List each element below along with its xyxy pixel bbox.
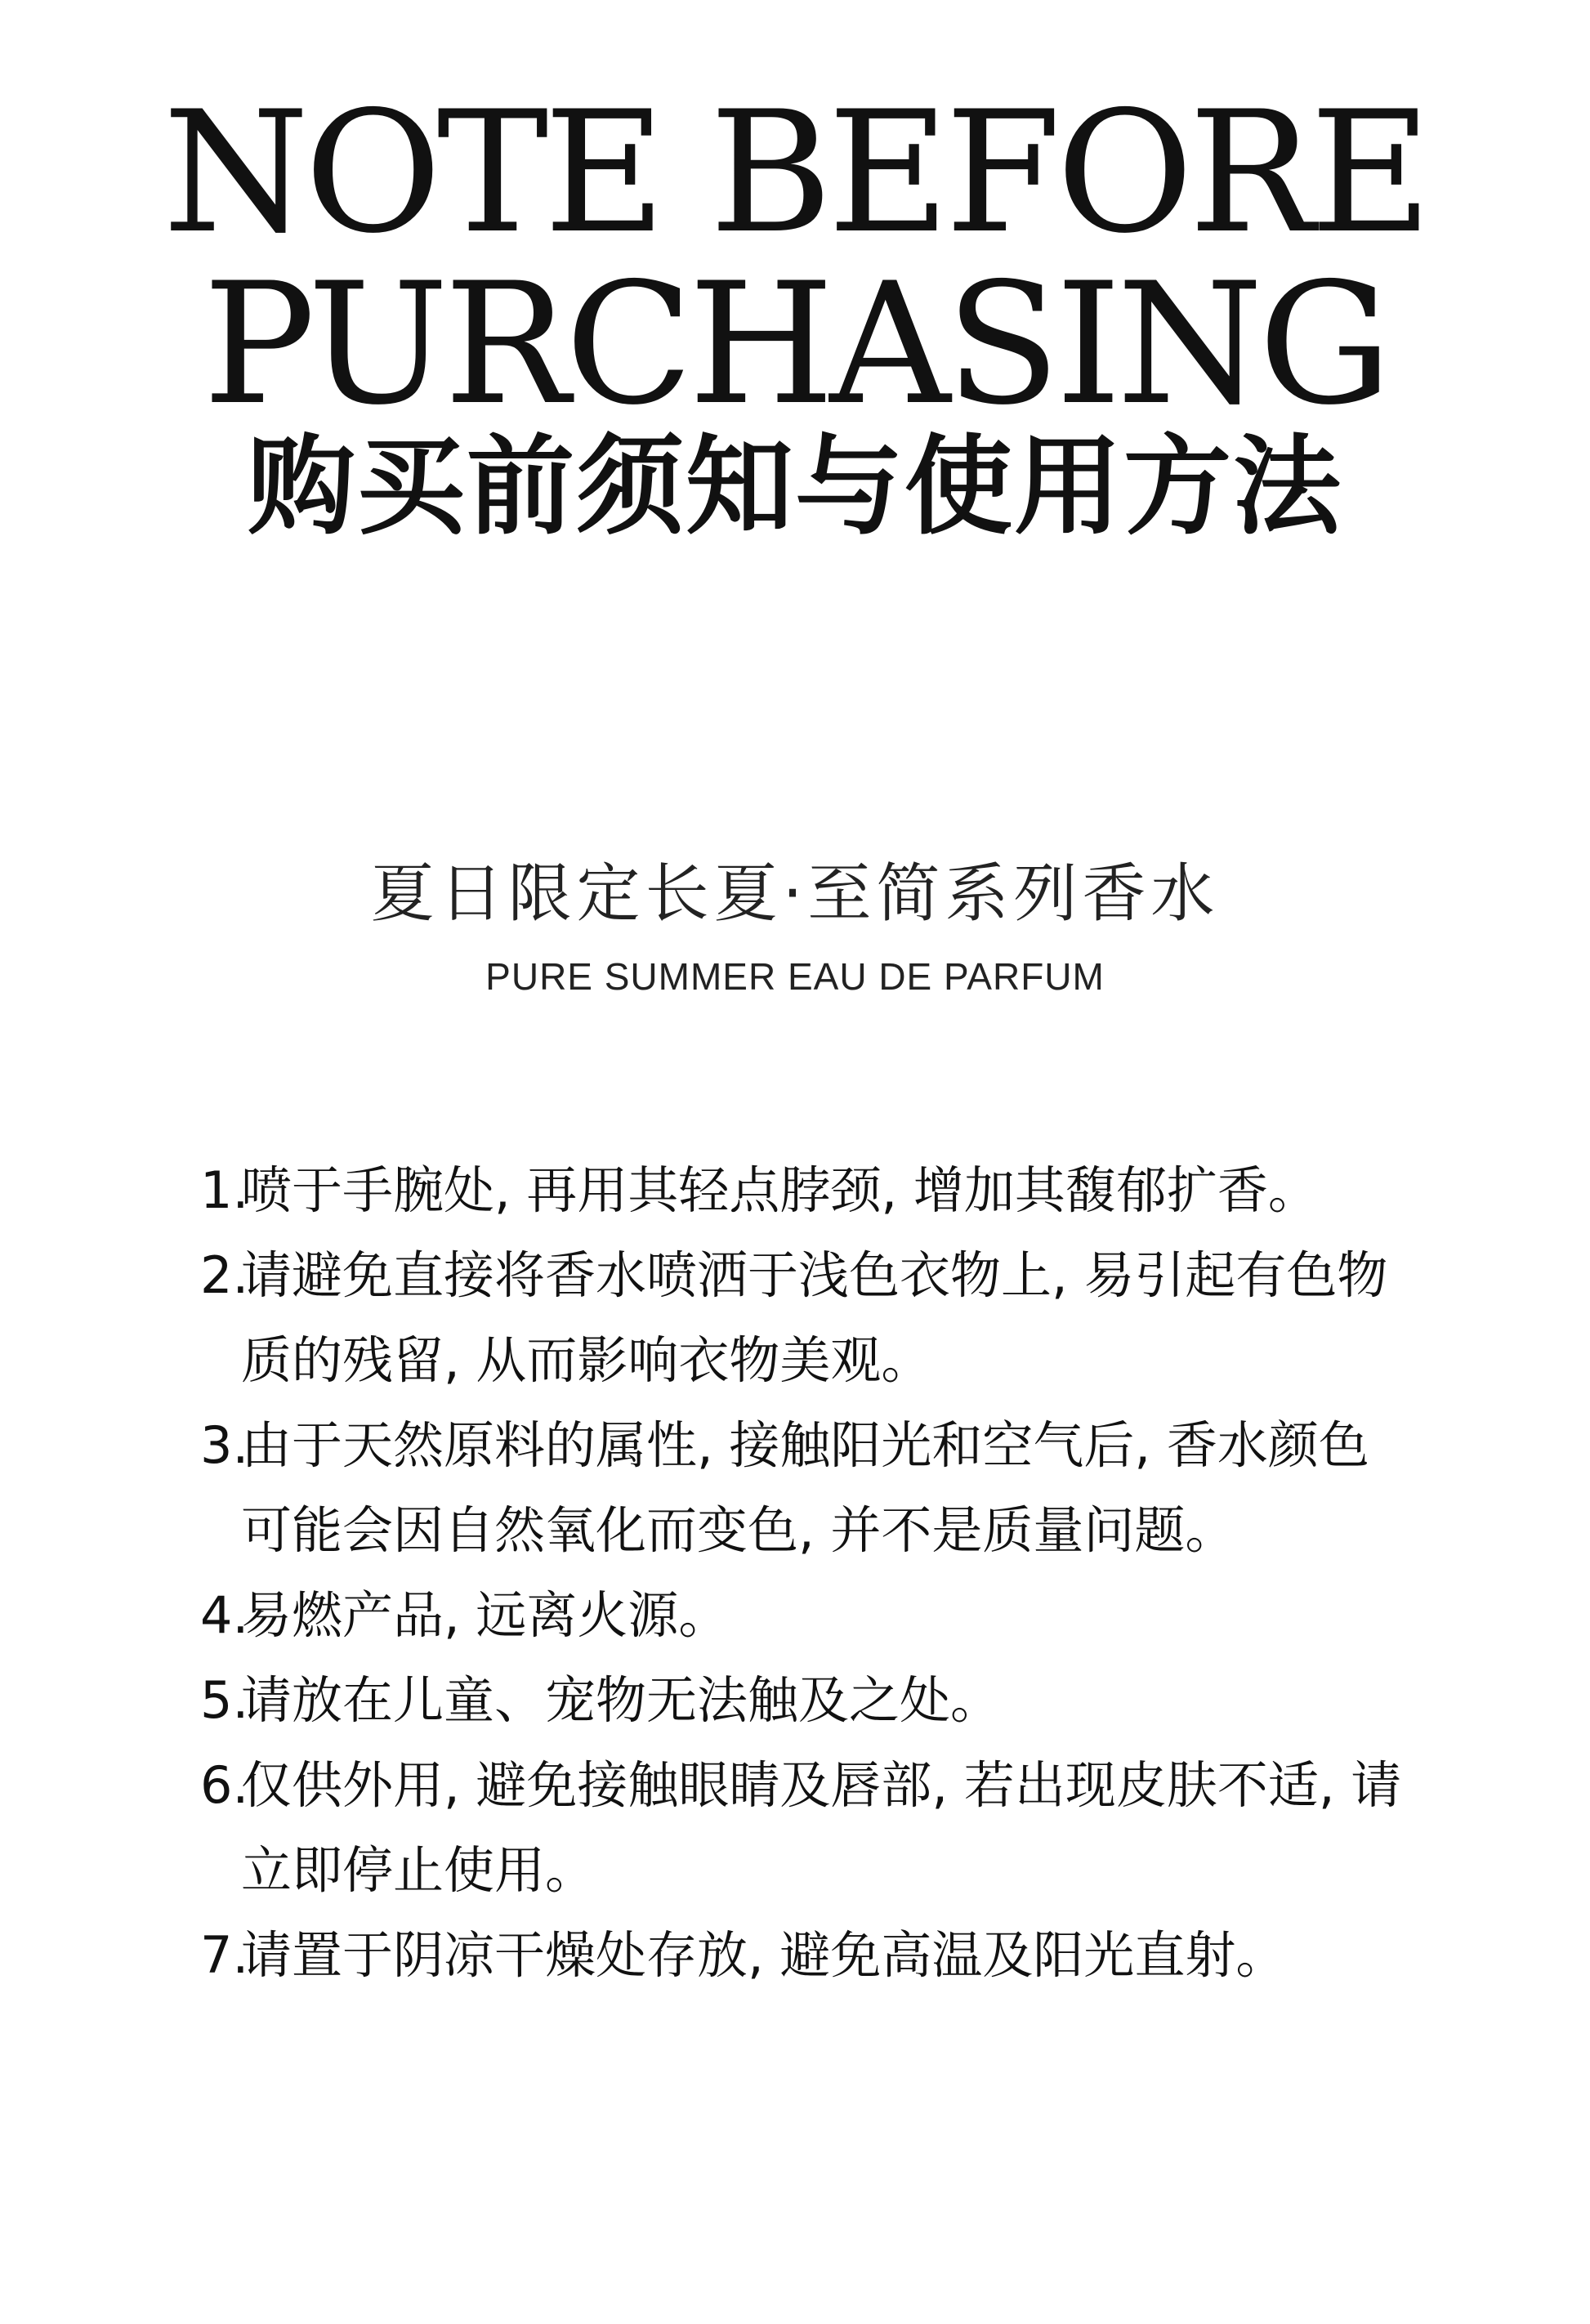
list-item (200, 1573, 1409, 1658)
note-number: 1. (200, 1160, 249, 1220)
list-item (200, 1403, 1409, 1573)
list-item (200, 1148, 1409, 1233)
list-item (200, 1743, 1409, 1913)
note-number: 2. (200, 1245, 249, 1305)
note-number: 7. (200, 1925, 249, 1985)
note-number: 6. (200, 1755, 249, 1815)
note-number: 4. (200, 1585, 249, 1645)
list-item (200, 1233, 1409, 1403)
note-number: 5. (200, 1670, 249, 1730)
title-cn: 购买前须知与使用方法 (248, 423, 1342, 550)
note-text: 请放在儿童、宠物无法触及之处。 (241, 1670, 1002, 1730)
product-name-en: PURE SUMMER EAU DE PARFUM (485, 955, 1105, 998)
title-en-line1: NOTE BEFORE (163, 76, 1427, 270)
notes-list (200, 1148, 1409, 1998)
list-item (200, 1658, 1409, 1743)
note-text: 由于天然原料的属性, 接触阳光和空气后, 香水颜色可能会因自然氧化而变色, 并不是质量问题。 (241, 1415, 1369, 1560)
note-text: 请置于阴凉干燥处存放, 避免高温及阳光直射。 (241, 1925, 1287, 1985)
list-item (200, 1913, 1409, 1998)
note-number: 3. (200, 1415, 249, 1475)
note-text: 易燃产品, 远离火源。 (241, 1585, 730, 1645)
note-text: 请避免直接将香水喷洒于浅色衣物上, 易引起有色物质的残留, 从而影响衣物美观。 (241, 1245, 1388, 1390)
note-text: 仅供外用, 避免接触眼睛及唇部, 若出现皮肤不适, 请立即停止使用。 (241, 1755, 1402, 1900)
product-name-cn: 夏日限定长夏·至简系列香水 (370, 857, 1220, 931)
note-text: 喷于手腕处, 再用其轻点脖颈, 增加其馥郁扩香。 (241, 1160, 1319, 1220)
title-en-line2: PURCHASING (203, 248, 1387, 442)
